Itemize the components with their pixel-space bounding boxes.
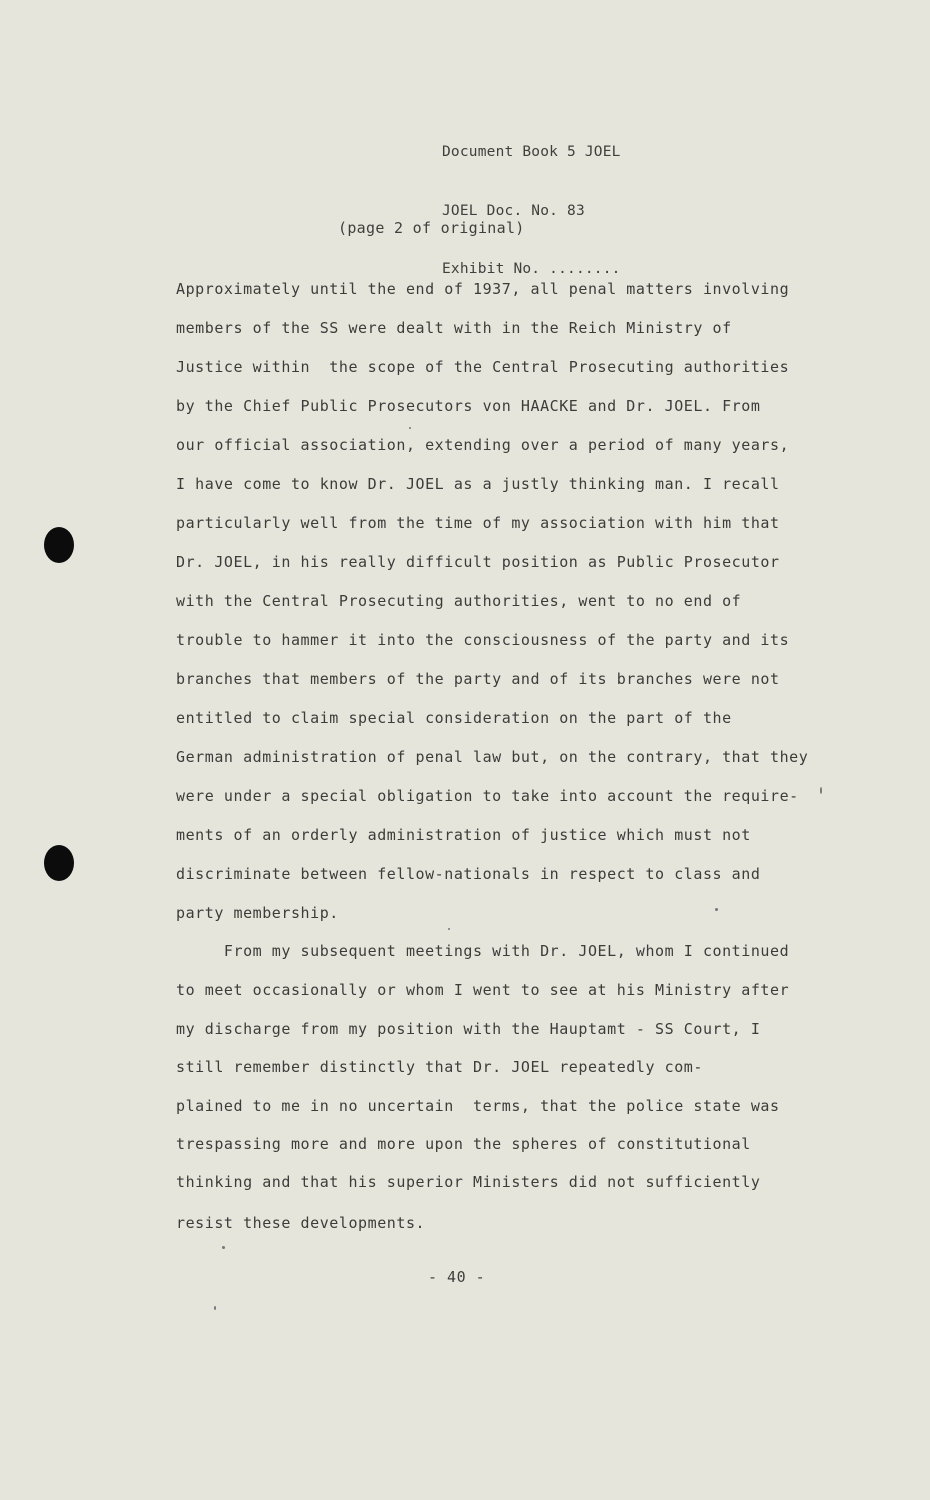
body-text-line: by the Chief Public Prosecutors von HAACKE and Dr. JOEL. From (176, 397, 761, 415)
body-text-line: trespassing more and more upon the spheres of constitutional (176, 1135, 751, 1153)
punch-hole-bottom (44, 845, 74, 881)
scan-speck (448, 928, 450, 930)
body-text-line: with the Central Prosecuting authorities, went to no end of (176, 592, 742, 610)
document-number-line: JOEL Doc. No. 83 (442, 202, 585, 219)
body-text-line: From my subsequent meetings with Dr. JOEL, whom I continued (176, 942, 790, 960)
body-text-line: were under a special obligation to take into account the require- (176, 787, 799, 805)
body-text-line: to meet occasionally or whom I went to see at his Ministry after (176, 981, 790, 999)
body-text-line: Justice within the scope of the Central Prosecuting authorities (176, 358, 790, 376)
scan-speck (820, 787, 822, 794)
body-text-line: plained to me in no uncertain terms, that the police state was (176, 1097, 780, 1115)
scan-speck (715, 908, 718, 911)
body-text-line: members of the SS were dealt with in the Reich Ministry of (176, 319, 732, 337)
scan-speck (222, 1246, 225, 1249)
punch-hole-top (44, 527, 74, 563)
body-text-line: Approximately until the end of 1937, all penal matters involving (176, 280, 790, 298)
body-text-line: party membership. (176, 904, 339, 922)
body-text-line: still remember distinctly that Dr. JOEL repeatedly com- (176, 1058, 703, 1076)
body-text-line: thinking and that his superior Ministers did not sufficiently (176, 1173, 761, 1191)
body-text-line: discriminate between fellow-nationals in respect to class and (176, 865, 761, 883)
body-text-line: resist these developments. (176, 1214, 426, 1232)
page-number: - 40 - (428, 1268, 486, 1286)
scan-speck (214, 1306, 216, 1310)
body-text-line: trouble to hammer it into the consciousness of the party and its (176, 631, 790, 649)
body-text-line: my discharge from my position with the Hauptamt - SS Court, I (176, 1020, 761, 1038)
page-reference: (page 2 of original) (338, 219, 525, 237)
body-text-line: entitled to claim special consideration on the part of the (176, 709, 732, 727)
body-text-line: ments of an orderly administration of justice which must not (176, 826, 751, 844)
body-text-line: our official association, extending over a period of many years, (176, 436, 790, 454)
body-text-line: German administration of penal law but, on the contrary, that they (176, 748, 809, 766)
body-text-line: Dr. JOEL, in his really difficult position as Public Prosecutor (176, 553, 780, 571)
exhibit-number-line: Exhibit No. ........ (442, 261, 621, 277)
body-text-line: branches that members of the party and of its branches were not (176, 670, 780, 688)
body-text-line: particularly well from the time of my association with him that (176, 514, 780, 532)
document-book-line: Document Book 5 JOEL (442, 144, 621, 160)
body-text-line: I have come to know Dr. JOEL as a justly thinking man. I recall (176, 475, 780, 493)
scan-speck (409, 427, 411, 429)
